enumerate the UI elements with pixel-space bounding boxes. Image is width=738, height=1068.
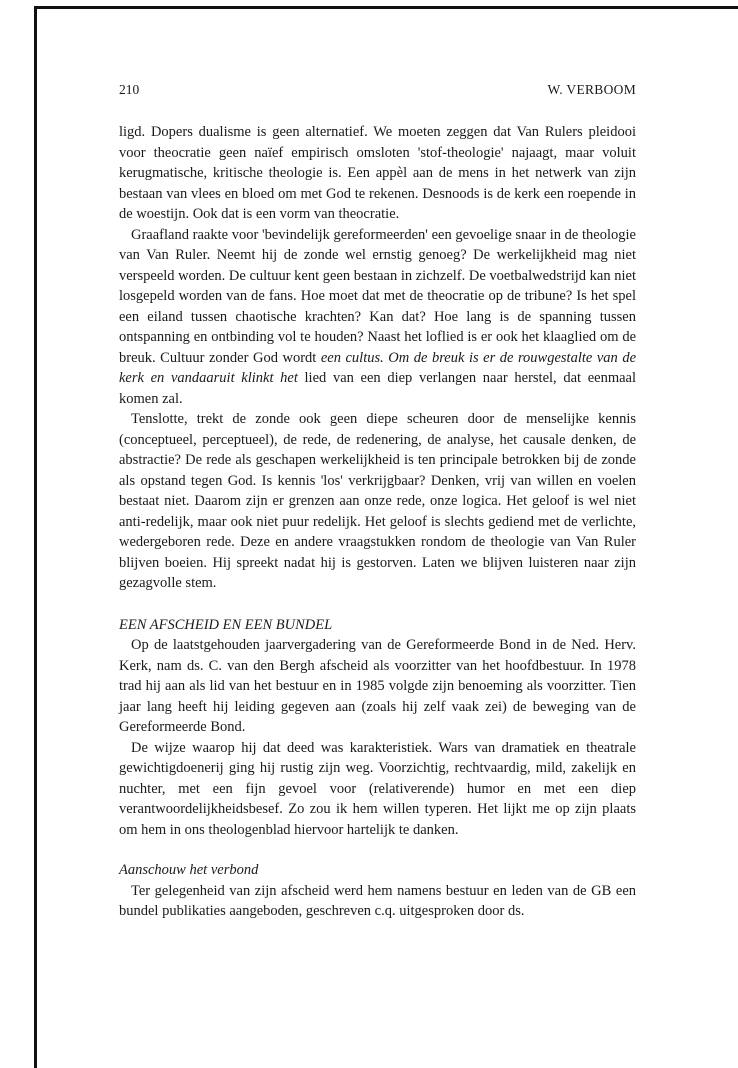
text-column (119, 122, 636, 922)
page-edge-top (34, 6, 738, 9)
paragraph-1: ligd. Dopers dualisme is geen alternatief. We moeten zeggen dat Van Rulers pleidooi voor theocratie geen naïef empirisch omsloten 'stof-theologie' najaagt, maar voluit kerugmatische, kritische theologie is. Een appèl aan de mens in het netwerk van zijn bestaan van vlees en bloed om met God te rekenen. Desnoods is de kerk een roepende in de woestijn. Ook dat is een vorm van theocratie. (119, 124, 636, 222)
page-edge-left (34, 6, 37, 1068)
running-head: W. VERBOOM (547, 82, 636, 97)
paragraph-2-start: Graafland raakte voor 'bevindelijk gereformeerden' een gevoelige snaar in de theologie van Van Ruler. Neemt hij de zonde wel ernstig genoeg? De werkelijkheid mag niet verspeeld worden. De cultuur kent geen bestaan in zichzelf. De voetbalwedstrijd kan niet losgepeld worden van de fans. Hoe moet dat met de theocratie op de tribune? Is het spel een eiland tussen chaotische krachten? Kan dat? Hoe lang is de spanning tussen ontspanning en ontbinding vol te houden? Naast het loflied is er ook het klaaglied om de breuk. Cultuur zonder God wordt (119, 226, 636, 366)
paragraph-2 (119, 225, 636, 410)
paragraph-3: Tenslotte, trekt de zonde ook geen diepe scheuren door de menselijke kennis (conceptueel, perceptueel), de rede, de redenering, de analyse, het causale denken, de abstractie? De rede als geschapen werkelijkheid is ten principale betrokken bij de zonde als opstand tegen God. Is kennis 'los' verkrijgbaar? Denken, vrij van willen en voelen bestaat niet. Daarom zijn er grenzen aan onze rede, onze logica. Het geloof is wel niet anti-redelijk, maar ook niet puur redelijk. Het geloof is slechts gediend met de verlichte, wedergeboren rede. Deze en andere vraagstukken rondom de theologie van Van Ruler blijven boeien. Hij spreekt nadat hij is gestorven. Laten we blijven luisteren naar zijn gezagvolle stem. (119, 411, 636, 591)
section-heading: EEN AFSCHEID EN EEN BUNDEL (119, 616, 333, 633)
subsection-heading: Aanschouw het verbond (119, 862, 259, 878)
paragraph-2-end: lied van een diep verlangen naar herstel, dat eenmaal komen zal. (119, 370, 637, 407)
paragraph-4: Op de laatstgehouden jaarvergadering van de Gereformeerde Bond in de Ned. Herv. Kerk, nam ds. C. van den Bergh afscheid als voorzitter van het hoofdbestuur. In 1978 trad hij aan als lid van het bestuur en in 1985 volgde zijn benoeming als voorzitter. Tien jaar lang heeft hij leiding gegeven aan (zoals hij zelf vaak zei) de beweging van de Gereformeerde Bond. (119, 637, 636, 735)
paragraph-2-italic: een cultus. Om de breuk is er de rouwgestalte van de kerk en vandaaruit klinkt het (119, 349, 636, 386)
page-number: 210 (119, 82, 140, 97)
paragraph-5: De wijze waarop hij dat deed was karakteristiek. Wars van dramatiek en theatrale gewichtigdoenerij ging hij rustig zijn weg. Voorzichtig, rechtvaardig, mild, zakelijk en nuchter, met een fijn gevoel voor (relativerende) humor en met een diep verantwoordelijkheidsbesef. Zo zou ik hem willen typeren. Het lijkt me op zijn plaats om hem in ons theologenblad hiervoor hartelijk te danken. (119, 739, 636, 838)
paragraph-6: Ter gelegenheid van zijn afscheid werd hem namens bestuur en leden van de GB een bundel publikaties aangeboden, geschreven c.q. uitgesproken door ds. (119, 882, 636, 919)
